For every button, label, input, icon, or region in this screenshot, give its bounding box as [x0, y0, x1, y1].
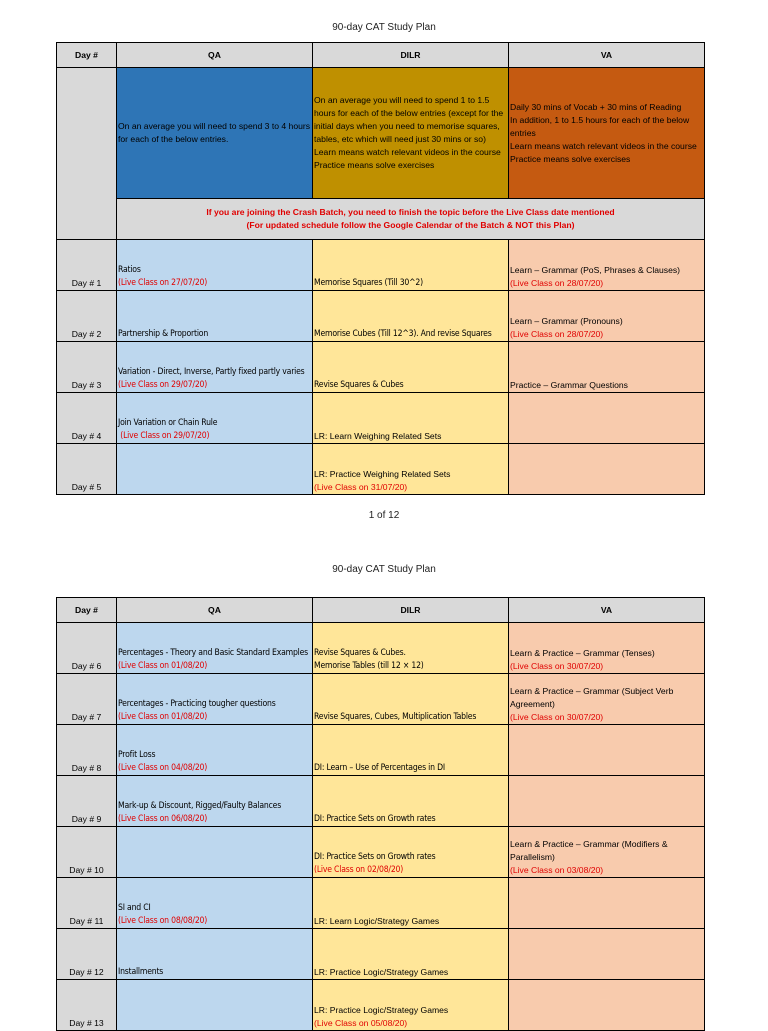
- va-cell: [509, 776, 705, 827]
- header-va: VA: [509, 43, 705, 68]
- qa-cell: [117, 444, 313, 495]
- dilr-live-class: (Live Class on 31/07/20): [314, 482, 408, 492]
- table-row: [57, 240, 705, 291]
- table-row: [57, 291, 705, 342]
- qa-cell: [117, 342, 313, 393]
- va-cell: [509, 929, 705, 980]
- study-plan-table: [56, 42, 705, 495]
- header-qa: QA: [117, 598, 313, 623]
- qa-intro-cell: [117, 68, 313, 199]
- qa-cell: [117, 393, 313, 444]
- dilr-topic: LR: Practice Weighing Related Sets: [314, 469, 451, 479]
- table-row: [57, 342, 705, 393]
- qa-cell: [117, 827, 313, 878]
- qa-live-class: (Live Class on 06/08/20): [118, 814, 208, 824]
- va-cell: [509, 827, 705, 878]
- dilr-topic: DI: Practice Sets on Growth rates: [314, 814, 436, 824]
- dilr-cell: [313, 878, 509, 929]
- dilr-cell: [313, 623, 509, 674]
- qa-topic: Mark-up & Discount, Rigged/Faulty Balances: [118, 801, 282, 811]
- page-title: 90-day CAT Study Plan: [332, 564, 436, 575]
- day-label: Day # 1: [57, 240, 117, 291]
- va-live-class: (Live Class on 28/07/20): [510, 329, 604, 339]
- qa-live-class: (Live Class on 01/08/20): [118, 661, 208, 671]
- qa-cell: [117, 929, 313, 980]
- qa-cell: [117, 980, 313, 1031]
- qa-topic: Percentages - Theory and Basic Standard Examples: [118, 648, 309, 658]
- day-cell-blank: [57, 68, 117, 240]
- qa-cell: [117, 623, 313, 674]
- va-cell: [509, 623, 705, 674]
- table-row: [57, 776, 705, 827]
- va-cell: [509, 342, 705, 393]
- dilr-topic: DI: Learn – Use of Percentages in DI: [314, 763, 445, 773]
- dilr-cell: [313, 240, 509, 291]
- day-label: Day # 5: [57, 444, 117, 495]
- qa-live-class: (Live Class on 29/07/20): [118, 380, 208, 390]
- va-cell: [509, 878, 705, 929]
- qa-topic: Join Variation or Chain Rule: [118, 418, 218, 428]
- va-live-class: (Live Class on 30/07/20): [510, 712, 604, 722]
- header-row: [57, 598, 705, 623]
- study-plan-table: [56, 597, 705, 1031]
- notice-row: [57, 199, 705, 240]
- va-topic: Learn & Practice – Grammar (Subject Verb Agreement): [510, 686, 674, 709]
- va-topic: Learn – Grammar (PoS, Phrases & Clauses): [510, 265, 681, 275]
- table-row: [57, 980, 705, 1031]
- dilr-topic: LR: Practice Logic/Strategy Games: [314, 1005, 449, 1015]
- table-row: [57, 674, 705, 725]
- dilr-topic: Memorise Cubes (Till 12^3). And revise Squares: [314, 329, 492, 339]
- notice-line-1: If you are joining the Crash Batch, you need to finish the topic before the Live Class date mentioned: [206, 207, 615, 217]
- qa-topic: Installments: [118, 967, 164, 977]
- va-topic: Practice – Grammar Questions: [510, 380, 628, 390]
- dilr-topic: DI: Practice Sets on Growth rates: [314, 852, 436, 862]
- table-row: [57, 827, 705, 878]
- dilr-topic: Memorise Squares (Till 30^2): [314, 278, 423, 288]
- qa-topic: Percentages - Practicing tougher questions: [118, 699, 276, 709]
- qa-topic: Ratios: [118, 265, 141, 275]
- qa-live-class: (Live Class on 29/07/20): [118, 431, 210, 441]
- qa-live-class: (Live Class on 08/08/20): [118, 916, 208, 926]
- dilr-intro-cell: [313, 68, 509, 199]
- va-cell: [509, 980, 705, 1031]
- va-topic: Learn & Practice – Grammar (Modifiers & Parallelism): [510, 839, 668, 862]
- qa-cell: [117, 240, 313, 291]
- qa-topic: Profit Loss: [118, 750, 156, 760]
- dilr-cell: [313, 674, 509, 725]
- table-row: [57, 623, 705, 674]
- qa-topic: Variation - Direct, Inverse, Partly fixed partly varies: [118, 367, 305, 377]
- qa-cell: [117, 725, 313, 776]
- va-cell: [509, 674, 705, 725]
- dilr-intro-text: On an average you will need to spend 1 to 1.5 hours for each of the below entries (except for the initial days when you need to memorise squares, tables, etc which will need just 30 mins or so) Learn means watch relevant videos in the course Practice means solve exercises: [314, 95, 504, 170]
- va-cell: [509, 240, 705, 291]
- header-qa: QA: [117, 43, 313, 68]
- intro-row: [57, 68, 705, 199]
- day-label: Day # 10: [57, 827, 117, 878]
- day-label: Day # 2: [57, 291, 117, 342]
- page-number: 1 of 12: [368, 510, 400, 521]
- dilr-cell: [313, 776, 509, 827]
- table-row: [57, 929, 705, 980]
- dilr-cell: [313, 725, 509, 776]
- dilr-live-class: (Live Class on 02/08/20): [314, 865, 404, 875]
- va-cell: [509, 725, 705, 776]
- qa-cell: [117, 776, 313, 827]
- qa-live-class: (Live Class on 27/07/20): [118, 278, 208, 288]
- table-row: [57, 444, 705, 495]
- day-label: Day # 12: [57, 929, 117, 980]
- qa-intro-text: On an average you will need to spend 3 to 4 hours for each of the below entries.: [118, 121, 311, 144]
- qa-live-class: (Live Class on 04/08/20): [118, 763, 208, 773]
- dilr-topic: Revise Squares, Cubes, Multiplication Tables: [314, 712, 477, 722]
- day-label: Day # 3: [57, 342, 117, 393]
- dilr-cell: [313, 980, 509, 1031]
- va-live-class: (Live Class on 30/07/20): [510, 661, 604, 671]
- dilr-live-class: (Live Class on 05/08/20): [314, 1018, 408, 1028]
- va-cell: [509, 291, 705, 342]
- header-row: [57, 43, 705, 68]
- va-intro-cell: [509, 68, 705, 199]
- va-live-class: (Live Class on 28/07/20): [510, 278, 604, 288]
- day-label: Day # 6: [57, 623, 117, 674]
- va-cell: [509, 393, 705, 444]
- header-va: VA: [509, 598, 705, 623]
- day-label: Day # 8: [57, 725, 117, 776]
- qa-cell: [117, 878, 313, 929]
- va-topic: Learn – Grammar (Pronouns): [510, 316, 623, 326]
- day-label: Day # 9: [57, 776, 117, 827]
- dilr-topic: LR: Learn Logic/Strategy Games: [314, 916, 440, 926]
- day-label: Day # 7: [57, 674, 117, 725]
- qa-cell: [117, 674, 313, 725]
- crash-batch-notice: [117, 199, 705, 240]
- dilr-topic: LR: Practice Logic/Strategy Games: [314, 967, 449, 977]
- dilr-topic: LR: Learn Weighing Related Sets: [314, 431, 442, 441]
- dilr-topic: Revise Squares & Cubes: [314, 380, 404, 390]
- header-day: Day #: [57, 598, 117, 623]
- day-label: Day # 11: [57, 878, 117, 929]
- dilr-topic: Revise Squares & Cubes. Memorise Tables (till 12 × 12): [314, 648, 424, 671]
- day-label: Day # 4: [57, 393, 117, 444]
- notice-line-2: (For updated schedule follow the Google Calendar of the Batch & NOT this Plan): [246, 220, 575, 230]
- table-row: [57, 725, 705, 776]
- va-intro-text: Daily 30 mins of Vocab + 30 mins of Reading In addition, 1 to 1.5 hours for each of the below entries Learn means watch relevant videos in the course Practice means solve exercises: [510, 101, 697, 164]
- page-title: 90-day CAT Study Plan: [332, 22, 436, 33]
- dilr-cell: [313, 393, 509, 444]
- va-live-class: (Live Class on 03/08/20): [510, 865, 604, 875]
- header-dilr: DILR: [313, 43, 509, 68]
- dilr-cell: [313, 342, 509, 393]
- dilr-cell: [313, 827, 509, 878]
- dilr-cell: [313, 929, 509, 980]
- va-topic: Learn & Practice – Grammar (Tenses): [510, 648, 655, 658]
- va-cell: [509, 444, 705, 495]
- table-row: [57, 393, 705, 444]
- header-day: Day #: [57, 43, 117, 68]
- table-row: [57, 878, 705, 929]
- qa-live-class: (Live Class on 01/08/20): [118, 712, 208, 722]
- qa-cell: [117, 291, 313, 342]
- qa-topic: SI and CI: [118, 903, 151, 913]
- qa-topic: Partnership & Proportion: [118, 329, 209, 339]
- dilr-cell: [313, 291, 509, 342]
- dilr-cell: [313, 444, 509, 495]
- day-label: Day # 13: [57, 980, 117, 1031]
- header-dilr: DILR: [313, 598, 509, 623]
